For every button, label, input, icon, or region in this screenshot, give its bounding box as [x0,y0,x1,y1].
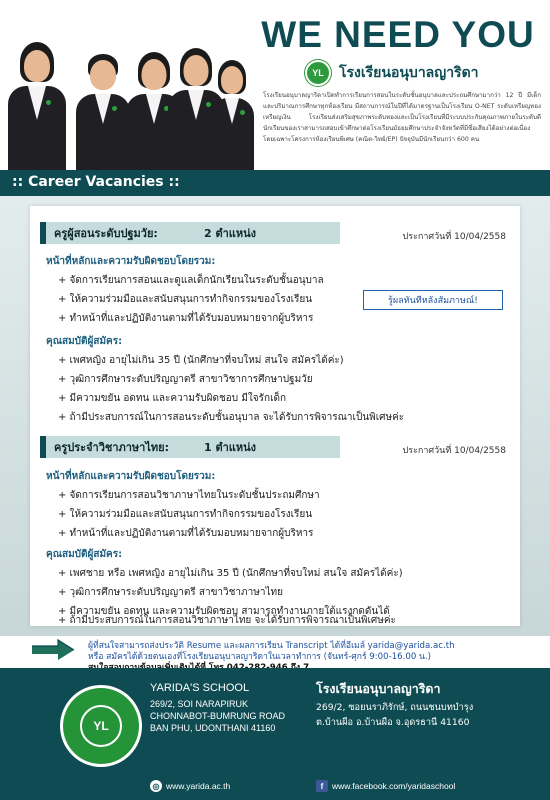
announce-date: ประกาศวันที่ 10/04/2558 [402,232,506,242]
headline: WE NEED YOU [261,14,535,55]
vacancies-section [0,196,550,636]
facebook-icon: f [316,780,328,792]
duty-item: + จัดการเรียนการสอนวิชาภาษาไทยในระดับชั้นประถมศึกษา [58,490,320,501]
job-heading-thai [40,436,340,458]
qualification-item: + มีความขยัน อดทน และความรับผิดชอบ สามารถทำงานภายใต้แรงกดดันได้ [58,606,390,617]
facebook-url: www.facebook.com/yaridaschool [332,781,456,791]
website-link[interactable] [150,780,230,792]
duties-heading: หน้าที่หลักและความรับผิดชอบโดยรวม: [46,471,216,482]
footer-address-en: CHONNABOT-BUMRUNG ROAD [150,711,286,721]
footer [0,668,550,800]
qualification-item: + มีความขยัน อดทน และความรับผิดชอบ มีใจรักเด็ก [58,393,287,404]
duty-item: + ให้ความร่วมมือและสนับสนุนการทำกิจกรรมของโรงเรียน [58,509,313,520]
qualification-item: + เพศหญิง อายุไม่เกิน 35 ปี (นักศึกษาที่จบใหม่ สนใจ สมัครได้ค่ะ) [58,355,344,366]
staff-photo [0,20,255,170]
vacancies-card [30,206,520,626]
globe-icon: ◎ [150,780,162,792]
duty-item: + จัดการเรียนการสอนและดูแลเด็กนักเรียนในระดับชั้นอนุบาล [58,275,324,286]
footer-address-en: BAN PHU, UDONTHANI 41160 [150,723,276,733]
school-intro: โรงเรียนอนุบาลญาริดาเปิดทำการเรียนการสอนในระดับชั้นอนุบาลและประถมศึกษามากว่า 12 ปี มีเด็กและปริมาณการศึกษาทุกห้องเรียน มีสถานการณ์ในปีที่ได้มาตรฐานเป็นโรงเรียน O-NET ระดับเหรียญทองเหรียญเงิน โรงเรียนส่งเสริมสุขภาพระดับทองและเป็นโรงเรียนที่มีระบบประกันคุณภาพภายในระดับดี นักเรียนของเราสามารถสอบเข้าศึกษาต่อโรงเรียนมัธยมศึกษาประจำจังหวัดที่มีชื่อเสียงได้อย่างต่อเนื่อง โดยเฉพาะโครงการห้องเรียนพิเศษ (คณิต-วิทย์/EP) ปัจจุบันมีนักเรียนกว่า 600 คน [263,92,541,143]
qualifications-heading: คุณสมบัติผู้สมัคร: [46,549,123,560]
qualifications-heading: คุณสมบัติผู้สมัคร: [46,336,123,347]
duty-item: + ให้ความร่วมมือและสนับสนุนการทำกิจกรรมของโรงเรียน [58,294,313,305]
facebook-link[interactable] [316,780,455,792]
qualification-item: + ถ้ามีประสบการณ์ในการสอนวิชาภาษาไทย จะได้รับการพิจารณาเป็นพิเศษค่ะ [58,615,396,626]
job-heading-preschool [40,222,340,244]
qualification-item: + วุฒิการศึกษาระดับปริญญาตรี สาขาวิชาภาษาไทย [58,587,283,598]
announce-date: ประกาศวันที่ 10/04/2558 [402,446,506,456]
banner-title: :: Career Vacancies :: [12,174,180,190]
job-title: ครูประจำวิชาภาษาไทย: [54,441,169,454]
staff-member [8,42,66,170]
job-count: 2 ตำแหน่ง [204,227,257,240]
footer-address-th: 269/2, ซอยนราภิรักษ์, ถนนชนบทบำรุง [316,702,474,713]
qualification-item: + วุฒิการศึกษาระดับปริญญาตรี สาขาวิชาการศึกษาปฐมวัย [58,374,313,385]
school-logo-icon: YL [305,60,331,86]
school-seal-icon: YL [60,685,142,767]
job-count: 1 ตำแหน่ง [204,441,257,454]
interview-note: รู้ผลทันทีหลังสัมภาษณ์! [363,290,503,310]
website-url: www.yarida.ac.th [166,781,231,791]
header [0,0,550,170]
contact-info [0,636,550,668]
duty-item: + ทำหน้าที่และปฏิบัติงานตามที่ได้รับมอบหมายจากผู้บริหาร [58,313,314,324]
staff-member [210,60,254,170]
school-brand [305,58,479,88]
job-title: ครูผู้สอนระดับปฐมวัย: [54,227,158,240]
contact-walkin-line: หรือ สมัครได้ด้วยตนเองที่โรงเรียนอนุบาลญาริดาในเวลาทำการ (จันทร์-ศุกร์ 9:00-16.00 น.) [88,652,431,662]
qualification-item: + ถ้ามีประสบการณ์ในการสอนระดับชั้นอนุบาล จะได้รับการพิจารณาเป็นพิเศษค่ะ [58,412,405,423]
duties-heading: หน้าที่หลักและความรับผิดชอบโดยรวม: [46,256,216,267]
footer-school-name-en: YARIDA'S SCHOOL [150,682,250,694]
qualification-item: + เพศชาย หรือ เพศหญิง อายุไม่เกิน 35 ปี (นักศึกษาที่จบใหม่ สนใจ สมัครได้ค่ะ) [58,568,403,579]
career-banner [0,170,550,196]
contact-email-line[interactable]: ผู้ที่สนใจสามารถส่งประวัติ Resume และผลการเรียน Transcript ได้ที่อีเมล์ yarida@yarida.ac.th [88,641,455,651]
footer-address-th: ต.บ้านผือ อ.บ้านผือ จ.อุดรธานี 41160 [316,717,470,728]
school-name: โรงเรียนอนุบาลญาริดา [339,65,479,81]
staff-member [76,54,130,170]
footer-address-en: 269/2, SOI NARAPIRUK [150,699,249,709]
duty-item: + ทำหน้าที่และปฏิบัติงานตามที่ได้รับมอบหมายจากผู้บริหาร [58,528,314,539]
footer-school-name-th: โรงเรียนอนุบาลญาริดา [316,681,441,696]
pointing-hand-icon [28,634,80,668]
